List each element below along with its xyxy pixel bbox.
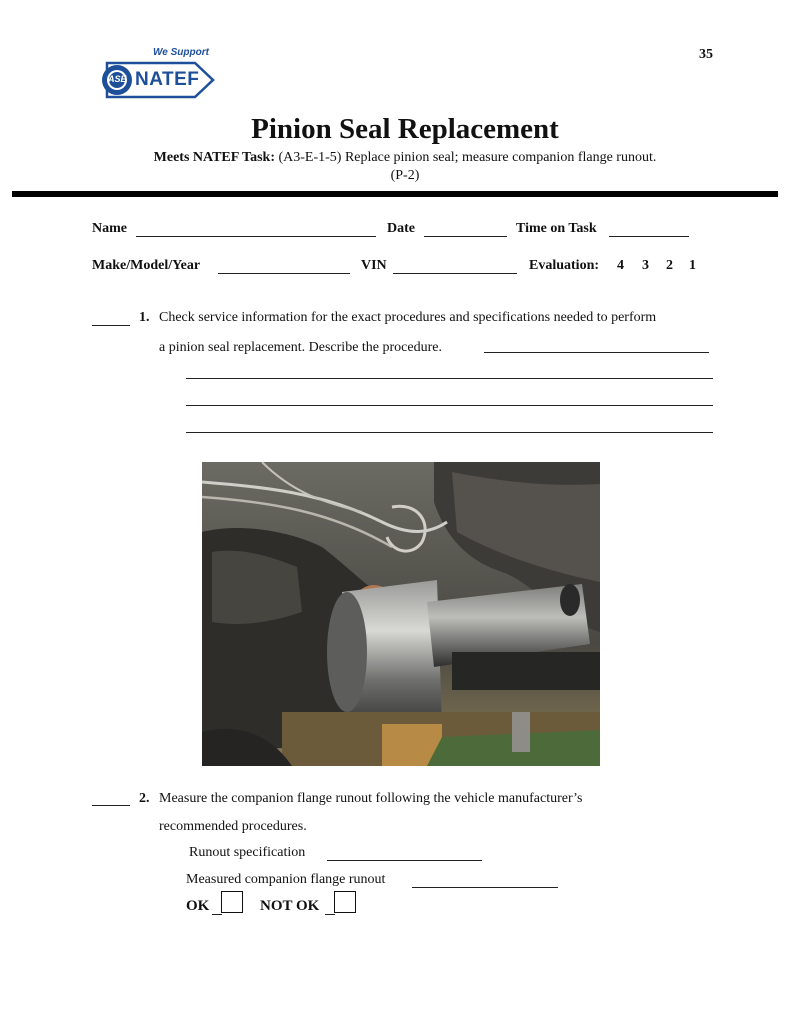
eval-score-2[interactable]: 2 (666, 258, 673, 273)
step1-line1: Check service information for the exact procedures and specifications needed to perform (159, 310, 657, 325)
not-ok-label: NOT OK (260, 898, 320, 914)
page-number: 35 (699, 47, 713, 62)
make-model-year-label: Make/Model/Year (92, 258, 201, 273)
not-ok-underline (325, 914, 335, 915)
step1-check-field[interactable] (92, 325, 130, 326)
task-priority: (P-2) (390, 168, 420, 183)
date-label: Date (387, 221, 415, 236)
step1-answer-line-1[interactable] (186, 378, 713, 379)
page-title: Pinion Seal Replacement (251, 113, 559, 145)
ok-label: OK (186, 898, 210, 914)
name-label: Name (92, 221, 127, 236)
step2-check-field[interactable] (92, 805, 130, 806)
step2-line2: recommended procedures. (159, 819, 307, 834)
natef-logo (95, 45, 220, 105)
pinion-seal-photo-graphic (202, 462, 600, 766)
task-text: (A3-E-1-5) Replace pinion seal; measure companion flange runout. (278, 150, 657, 165)
eval-score-3[interactable]: 3 (642, 258, 649, 273)
measured-runout-field[interactable] (412, 887, 558, 888)
task-label: Meets NATEF Task: (153, 150, 275, 165)
step2-line1: Measure the companion flange runout following the vehicle manufacturer’s (159, 791, 583, 806)
pinion-seal-photo (202, 462, 600, 766)
logo-badge: ASE (108, 74, 127, 84)
time-on-task-label: Time on Task (516, 221, 597, 236)
time-on-task-field[interactable] (609, 236, 689, 237)
measured-runout-label: Measured companion flange runout (186, 872, 386, 887)
not-ok-checkbox[interactable] (334, 891, 356, 913)
logo-tagline: We Support (153, 47, 209, 58)
ok-checkbox[interactable] (221, 891, 243, 913)
runout-spec-label: Runout specification (189, 845, 306, 860)
vin-field[interactable] (393, 273, 517, 274)
step1-line2: a pinion seal replacement. Describe the procedure. (159, 340, 442, 355)
vin-label: VIN (361, 258, 387, 273)
date-field[interactable] (424, 236, 507, 237)
evaluation-label: Evaluation: (529, 258, 600, 273)
step1-answer-line-2[interactable] (186, 405, 713, 406)
make-model-year-field[interactable] (218, 273, 350, 274)
step1-answer-line-0[interactable] (484, 352, 709, 353)
eval-score-1[interactable]: 1 (689, 258, 696, 273)
ok-underline (212, 914, 222, 915)
logo-name: NATEF (135, 69, 200, 90)
step1-answer-line-3[interactable] (186, 432, 713, 433)
step1-number: 1. (139, 310, 150, 325)
task-line (0, 150, 791, 166)
eval-score-4[interactable]: 4 (617, 258, 624, 273)
title-rule (12, 191, 778, 197)
name-field[interactable] (136, 236, 376, 237)
step2-number: 2. (139, 791, 150, 806)
runout-spec-field[interactable] (327, 860, 482, 861)
